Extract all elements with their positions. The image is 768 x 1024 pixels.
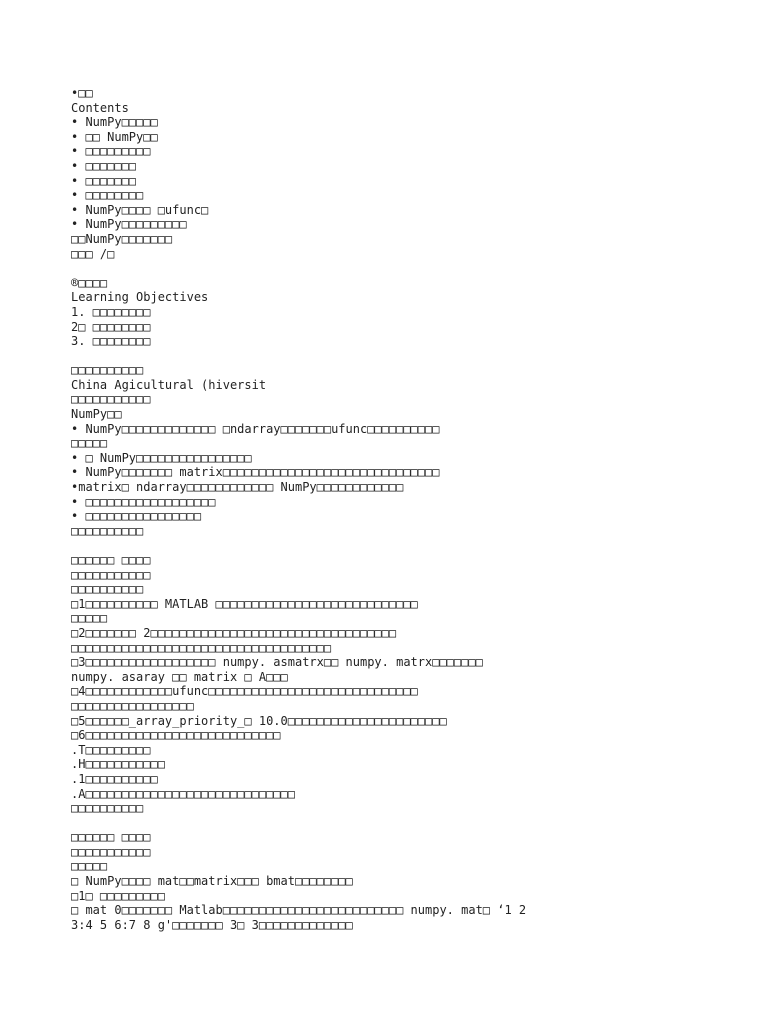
text-line: • □ NumPy□□□□□□□□□□□□□□□□ [71,450,252,465]
text-line: •□□ [71,86,93,100]
text-line: □□□□□□ □□□□ [71,830,151,845]
text-line: • □□□□□□□□ [71,188,144,203]
text-line: .H□□□□□□□□□□□ [71,757,165,772]
text-line: □□□□□□□□□□ [71,523,144,538]
text-line: □□□□□□□□□□ [71,582,144,597]
text-line: □2□□□□□□□ 2□□□□□□□□□□□□□□□□□□□□□□□□□□□□□□□□□□ [71,625,397,640]
text-line: □□□□□□□□□□ [71,801,144,816]
text-line: □□□□□□□□□□□ [71,844,151,859]
section-spacer [71,538,751,553]
text-line: numpy. asaray □□ matrix □ A□□□ [71,669,288,684]
text-line: □6□□□□□□□□□□□□□□□□□□□□□□□□□□□ [71,728,281,743]
text-line: • NumPy□□□□□□□□□□□□□ □ndarray□□□□□□□ufunc□□□□□□□□□□ [71,421,440,436]
text-line: □□□□□ [71,436,108,451]
text-line: • NumPy□□□□□□□ matrix□□□□□□□□□□□□□□□□□□□□□□□□□□□□□□ [71,465,440,480]
text-line: 1. □□□□□□□□ [71,304,151,319]
text-line: .A□□□□□□□□□□□□□□□□□□□□□□□□□□□□□ [71,786,295,801]
text-section [71,553,751,816]
text-line: □□□□□□ □□□□ [71,553,151,567]
text-section [71,830,751,932]
text-line: • □□□□□□□□□□□□□□□□ [71,509,202,524]
text-line: □□□□□□□□□□□□□□□□□ [71,698,194,713]
text-line: 2□ □□□□□□□□ [71,319,151,334]
text-line: NumPy□□ [71,407,122,422]
document-text [71,86,751,932]
text-line: • □□ NumPy□□ [71,129,158,144]
text-line: • □□□□□□□ [71,158,137,173]
text-line: □□□□□□□□□□□□□□□□□□□□□□□□□□□□□□□□□□□□ [71,640,332,655]
text-line: .T□□□□□□□□□ [71,742,151,757]
text-line: 3. □□□□□□□□ [71,334,151,349]
text-line: □□□ /□ [71,246,115,261]
text-line: □□□□□ [71,859,108,874]
text-line: •matrix□ ndarray□□□□□□□□□□□□ NumPy□□□□□□□□□□□□ [71,480,404,495]
text-line: □3□□□□□□□□□□□□□□□□□□ numpy. asmatrx□□ numpy. matrx□□□□□□□ [71,655,483,670]
text-line: □□□□□□□□□□□ [71,567,151,582]
text-line: • □□□□□□□ [71,173,137,188]
text-line: □□□□□□□□□□□ [71,392,151,407]
section-spacer [71,816,751,831]
text-line: 3:4 5 6:7 8 g'□□□□□□□ 3□ 3□□□□□□□□□□□□□ [71,917,353,932]
text-line: Learning Objectives [71,290,209,305]
text-line: □5□□□□□□_array_priority_□ 10.0□□□□□□□□□□□□□□□□□□□□□□ [71,713,447,728]
text-line: .1□□□□□□□□□□ [71,771,158,786]
text-line: • NumPy□□□□ □ufunc□ [71,202,209,217]
text-line: Contents [71,100,129,115]
text-line: ®□□□□ [71,275,108,290]
text-line: □ NumPy□□□□ mat□□matrix□□□ bmat□□□□□□□□ [71,874,353,889]
text-line: □1□□□□□□□□□□ MATLAB □□□□□□□□□□□□□□□□□□□□□□□□□□□□ [71,596,418,611]
text-section [71,363,751,538]
text-line: • □□□□□□□□□ [71,144,151,159]
section-spacer [71,261,751,276]
text-line: China Agicultural (hiversit [71,377,267,392]
section-spacer [71,349,751,364]
text-line: □□□□□□□□□□ [71,363,144,378]
text-line: • NumPy□□□□□□□□□ [71,217,187,232]
text-section [71,86,751,261]
text-line: • NumPy□□□□□ [71,115,158,130]
text-line: □□□□□ [71,611,108,626]
text-line: □4□□□□□□□□□□□□ufunc□□□□□□□□□□□□□□□□□□□□□□□□□□□□□ [71,684,418,699]
text-section [71,276,751,349]
text-line: □□NumPy□□□□□□□ [71,231,173,246]
text-line: • □□□□□□□□□□□□□□□□□□ [71,494,216,509]
text-line: □ mat 0□□□□□□□ Matlab□□□□□□□□□□□□□□□□□□□□□□□□□ numpy. mat□ ‘1 2 [71,903,527,918]
text-line: □1□ □□□□□□□□□ [71,888,165,903]
